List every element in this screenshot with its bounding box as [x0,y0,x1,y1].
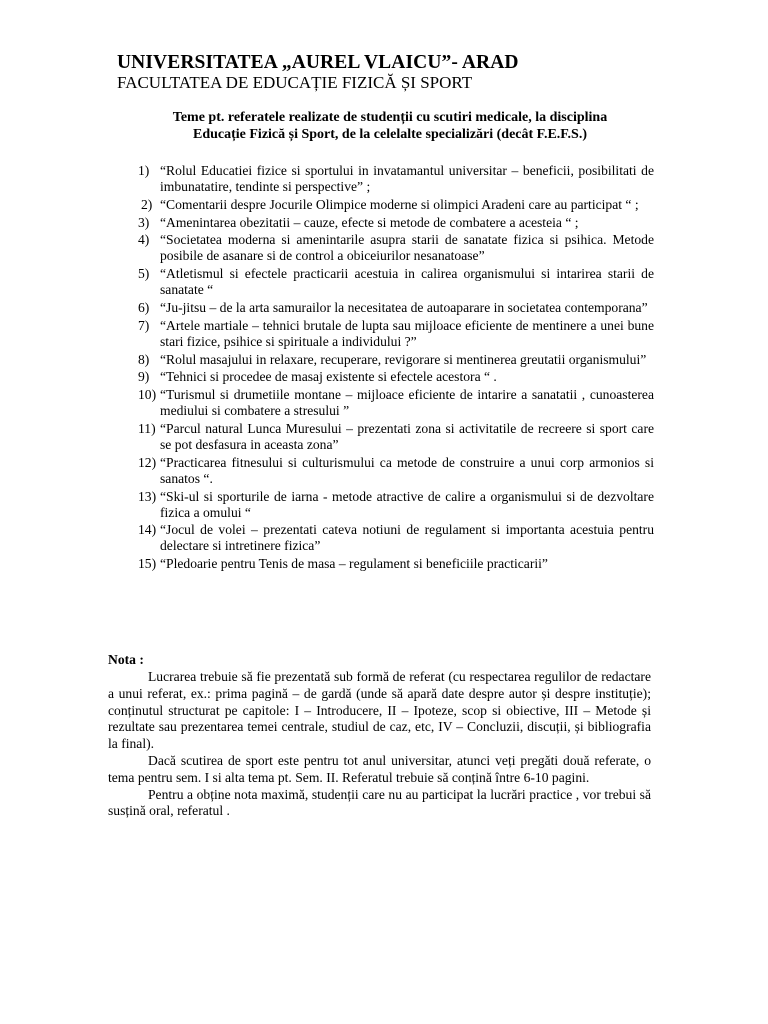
topic-text: “Ju-jitsu – de la arta samurailor la necesitatea de autoaparare in societatea contemporana” [160,299,648,315]
topic-number: 4) [138,232,150,248]
topic-number: 2) [141,196,153,212]
topic-number: 5) [138,266,150,282]
topic-item [138,163,654,195]
topic-item [138,266,654,298]
topic-number: 8) [138,351,150,367]
note-heading: Nota : [108,652,144,667]
faculty-title: FACULTATEA DE EDUCAȚIE FIZICĂ ȘI SPORT [117,73,473,92]
topic-text: “Ski-ul si sporturile de iarna - metode atractive de calire a organismului si de dezvoltare fizica a omului “ [160,488,654,520]
topic-text: “Artele martiale – tehnici brutale de lupta sau mijloace eficiente de mentinere a unei bune stari fizice, psihice si spirituale a individului ?” [160,317,654,349]
topic-text: “Rolul Educatiei fizice si sportului in invatamantul universitar – beneficii, posibilitati de imbunatatire, tendinte si perspective” ; [160,163,654,194]
topic-text: “Atletismul si efectele practicarii acestuia in calirea organismului si intarirea starii de sanatate “ [160,266,654,298]
topic-text: “Practicarea fitnesului si culturismului ca metode de construire a unui corp armonios si sanatos “. [160,454,654,486]
note-body [108,669,651,820]
topic-item [138,522,654,554]
topic-item [138,369,654,385]
topic-item [138,215,654,231]
note-paragraph-3: Pentru a obține nota maximă, studenții care nu au participat la lucrări practice , vor trebui să susțină oral, referatul . [108,786,651,819]
topic-text: “Rolul masajului in relaxare, recuperare, revigorare si mentinerea greutatii organismului” [160,351,647,367]
topic-text: “Parcul natural Lunca Muresului – prezentati zona si activitatile de recreere si sport care se pot desfasura in aceasta zona” [160,420,654,452]
topic-text: “Tehnici si procedee de masaj existente si efectele acestora “ . [160,369,497,385]
topic-text: “Comentarii despre Jocurile Olimpice moderne si olimpici Aradeni care au participat “ ; [160,196,639,212]
topic-text: “Turismul si drumetiile montane – mijloace eficiente de intarire a sanatatii , cunoasterea mediului si combatere a stresului ” [160,387,654,419]
topic-number: 6) [138,299,150,315]
topics-list [138,163,654,574]
topic-number: 9) [138,369,150,385]
topic-item [138,489,654,521]
topic-item [138,556,654,572]
topic-text: “Jocul de volei – prezentati cateva notiuni de regulament si importanta acestuia pentru delectare si intretinere fizica” [160,522,654,554]
topic-item [138,387,654,419]
topic-item [138,300,654,316]
topic-text: “Societatea moderna si amenintarile asupra starii de sanatate fizica si psihica. Metode posibile de asanare si de control a obiceiurilor nesanatoase” [160,232,654,264]
subject-line-2: Educație Fizică și Sport, de la celelalte specializări (decât F.E.F.S.) [192,127,588,142]
topic-item [138,318,654,350]
topic-number: 10) [138,387,157,403]
topic-number: 13) [138,488,157,504]
topic-item [138,232,654,264]
note-paragraph-2: Dacă scutirea de sport este pentru tot anul universitar, atunci veți pregăti două referate, o tema pentru sem. I si alta tema pt. Sem. II. Referatul trebuie să conțină între 6-10 pagini. [108,752,651,785]
topic-number: 15) [138,556,157,572]
topic-number: 11) [138,420,156,436]
topic-text: “Pledoarie pentru Tenis de masa – regulament si beneficiile practicarii” [160,556,548,572]
topic-number: 12) [138,454,157,470]
topic-number: 1) [138,163,150,178]
topic-item [138,197,654,213]
topic-number: 14) [138,522,157,538]
subject-line-1: Teme pt. referatele realizate de studenții cu scutiri medicale, la disciplina [172,110,608,125]
university-title: UNIVERSITATEA „AUREL VLAICU”- ARAD [117,52,519,73]
subject-heading [130,109,650,143]
topic-number: 7) [138,317,150,333]
topic-item [138,421,654,453]
topic-number: 3) [138,214,150,230]
topic-item [138,352,654,368]
topic-item [138,455,654,487]
topic-text: “Amenintarea obezitatii – cauze, efecte si metode de combatere a acesteia “ ; [160,214,579,230]
note-paragraph-1: Lucrarea trebuie să fie prezentată sub formă de referat (cu respectarea regulilor de redactare a unui referat, ex.: prima pagină – de gardă (unde să apară date despre autor și despre instituție); conținutul structurat pe capitole: I – Introducere, II – Ipoteze, scop si obiective, III – Metode și rezultate sau prezentarea temei centrale, studiul de caz, etc, IV – Concluzii, discuții, și bibliografia la final). [108,669,651,752]
